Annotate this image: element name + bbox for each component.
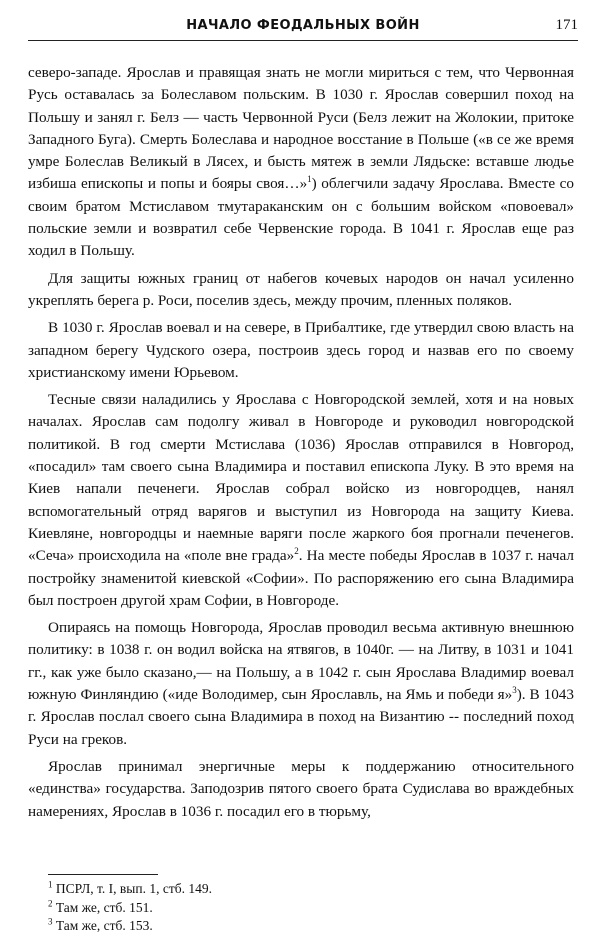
paragraph bbox=[28, 268, 574, 313]
footnote-mark: 2 bbox=[48, 898, 53, 908]
footnote-text: Там же, стб. 153. bbox=[55, 918, 153, 933]
paragraph-text: В 1030 г. Ярослав воевал и на севере, в Прибалтике, где утвердил свою власть на западном берегу Чудского озера, построив здесь город и назвав его по своему христианскому имени Юрьевом. bbox=[28, 319, 574, 381]
paragraph bbox=[28, 317, 574, 384]
paragraph-text: Для защиты южных границ от набегов кочевых народов он начал усиленно укреплять берега р. Роси, поселив здесь, между прочим, пленных поляков. bbox=[28, 269, 574, 309]
paragraph bbox=[28, 617, 574, 751]
paragraph-text: Ярослав принимал энергичные меры к поддержанию относительного «единства» государства. Заподозрив пятого своего брата Судислава во враждебных намерениях, Ярослав в 1036 г. посадил его в тюрьму, bbox=[28, 757, 574, 820]
page-header bbox=[28, 10, 578, 41]
footnote-mark: 1 bbox=[48, 879, 53, 890]
paragraph-text: Опираясь на помощь Новгорода, Ярослав проводил весьма активную внешнюю политику: в 1038 г. он водил войска на ятвягов, в 1040г. — на Литву, в 1031 и 1041 гг., как уже было сказано,— на Польшу, а в 1042 г. сын Ярослава Владимир воевал южную Финляндию («иде Володимер, сын Ярославль, на Ямь и победи я» bbox=[28, 619, 574, 704]
footnote-mark: 3 bbox=[48, 916, 53, 927]
paragraph-text: . На месте победы Ярослав в 1037 г. начал постройку знаменитой киевской «Софии». По распоряжению его сына Владимира был построен другой храм Софии, в Новгороде. bbox=[28, 547, 574, 609]
footnotes bbox=[48, 880, 568, 936]
footnote-text: Там же, стб. 151. bbox=[55, 899, 153, 915]
paragraph-text: Тесные связи наладились у Ярослава с Новгородской землей, хотя и на новых началах. Ярослав сам подолгу живал в Новгороде и руководил новгородской политикой. В год смерти Мстислава (1036) Ярослав отправился в Новгород, «посадил» там своего сына Владимира и поставил епископа Луку. В это время на Киев напали печенеги. Ярослав собрал войско из новгородцев, нанял вспомогательный отряд варягов и выступил из Новгорода на защиту Киева. Киевляне, новгородцы и наемные варяги после жаркого боя прогнали печенегов. «Сеча» происходила на «поле вне града» bbox=[28, 391, 574, 565]
footnote-reference: 1 bbox=[307, 174, 312, 185]
paragraph bbox=[28, 62, 574, 263]
footnote bbox=[48, 899, 568, 918]
paragraph-text: ). В 1043 г. Ярослав послал своего сына Владимира в поход на Византию -- последний поход Руси на греков. bbox=[28, 686, 574, 748]
paragraph-text: ) облегчили задачу Ярослава. Вместе со своим братом Мстиславом тмутараканским он с большим войском «повоевал» польские земли и возвратил себе Червенские города. В 1041 г. Ярослав еще раз ходил в Польшу. bbox=[28, 175, 574, 260]
footnote bbox=[48, 880, 568, 899]
paragraph-text: северо-западе. Ярослав и правящая знать не могли мириться с тем, что Червонная Русь оставалась за Болеславом польским. В 1030 г. Ярослав совершил поход на Польшу и занял г. Белз — часть Червонной Руси (Белз лежит на Жолокии, притоке Западного Буга). Смерть Болеслава и народное восстание в Польше («в се же время умре Болеслав Великый в Лясех, и бысть мятеж в земли Лядьске: вставше людье избиша епископы и попы и бояры своя…» bbox=[28, 64, 574, 193]
footnote bbox=[48, 917, 568, 936]
footnote-reference: 3 bbox=[512, 684, 517, 695]
paragraph bbox=[28, 389, 574, 612]
body-text bbox=[28, 62, 574, 828]
page-number: 171 bbox=[555, 17, 578, 33]
footnote-reference: 2 bbox=[294, 546, 299, 557]
footnote-text: ПСРЛ, т. I, вып. 1, стб. 149. bbox=[55, 881, 212, 896]
footnote-divider bbox=[48, 874, 158, 875]
paragraph bbox=[28, 756, 574, 823]
running-head: НАЧАЛО ФЕОДАЛЬНЫХ ВОЙН bbox=[186, 18, 420, 33]
